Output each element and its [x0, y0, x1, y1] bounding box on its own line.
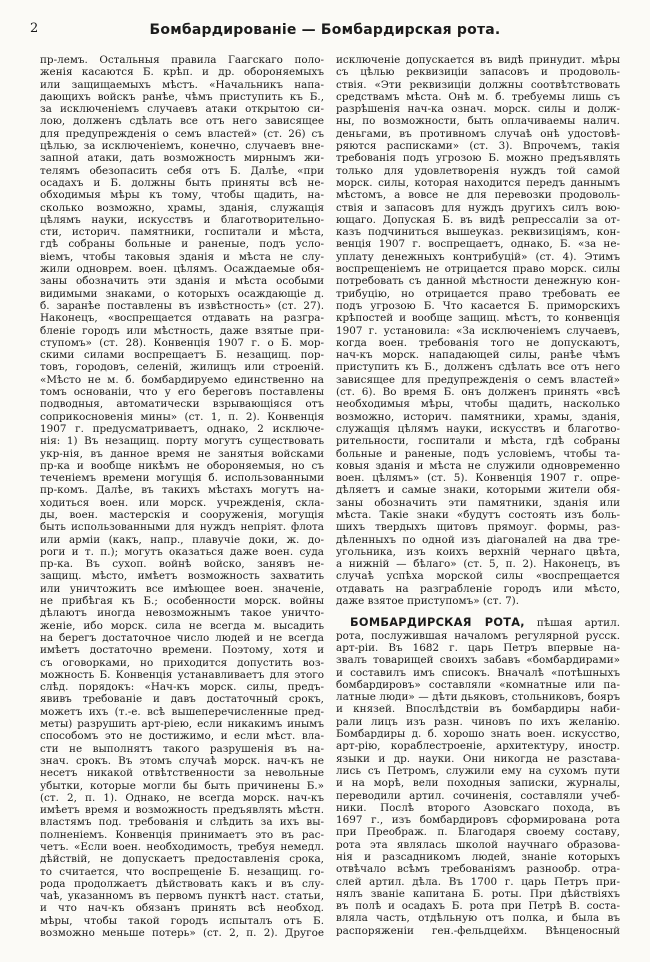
text-line: отвѣчало всѣмъ требованіямъ разнообр. отра- — [336, 863, 620, 876]
text-line: ны, по возможности, быть оплачиваемы налич. — [336, 115, 620, 128]
text-line: возможно меньше потерь» (ст. 2, п. 2). Другое — [40, 927, 324, 940]
text-line: обходимыя мѣры къ тому, чтобы щадить, на- — [40, 189, 324, 202]
text-line: явивъ требованіе и давъ достаточный срокъ, — [40, 693, 324, 706]
text-line: рота, послужившая началомъ регулярной русск. — [336, 629, 620, 642]
text-line: бомбардировъ» составляли «комнатные или па- — [336, 678, 620, 691]
text-columns — [40, 54, 620, 939]
text-line: мѣста. Такіе знаки «будутъ состоять изъ боль- — [336, 508, 620, 521]
text-line: нія: 1) Въ незащищ. порту могутъ существовать — [40, 435, 324, 448]
text-line: Наконецъ, «воспрещается отдавать на разгра- — [40, 312, 324, 325]
text-line: казъ подчиниться вышеуказ. реквизиціямъ, кон- — [336, 226, 620, 239]
text-line: потребовать съ данной мѣстности денежную кон- — [336, 275, 620, 288]
text-line: и князей. Впослѣдствіи въ бомбардиры наби- — [336, 703, 620, 716]
text-line: быть использованными для нуждъ непріят. флота — [40, 521, 324, 534]
text-line: не прибѣгая къ Б.; особенности морск. войны — [40, 595, 324, 608]
text-line: на берегъ достаточное число людей и не всегда — [40, 631, 324, 644]
text-line: 1907 г. установила: «За исключеніемъ случаевъ, — [336, 324, 620, 337]
text-line: переводили артил. сочиненія, составляли учеб- — [336, 789, 620, 802]
text-line: только для удовлетворенія нуждъ той самой — [336, 164, 620, 177]
text-line: когда воен. требованія того не допускаютъ, — [336, 336, 620, 349]
text-line: воспрещеніемъ не отрицается право морск. силы — [336, 263, 620, 276]
text-line: ствія. «Эти реквизиціи должны соотвѣтствовать — [336, 78, 620, 91]
running-title: Бомбардированіе — Бомбардирская рота. — [149, 22, 501, 38]
text-line: латные люди» — дѣти дьяковъ, стольниковъ, бояръ — [336, 691, 620, 704]
text-line: рода продолжаетъ дѣйствовать какъ и въ слу- — [40, 877, 324, 890]
text-line: или уничтожить все имѣющее воен. значеніе, — [40, 582, 324, 595]
right-column — [336, 54, 620, 939]
text-line: томъ основаніи, что у его береговъ поставлены — [40, 386, 324, 399]
text-line: разрѣшенія нач-ка означ. морск. силы и долж- — [336, 103, 620, 116]
text-line: больные и раненые, подъ условіемъ, чтобы та- — [336, 447, 620, 460]
text-line: можность Б. Конвенція устанавливаетъ для этого — [40, 668, 324, 681]
text-line: сколько возможно, храмы, зданія, служащія — [40, 201, 324, 214]
text-line: меты) разрушить арт-ріею, если никакимъ инымъ — [40, 718, 324, 731]
text-line: чаѣ, указанномъ въ первомъ пунктѣ наст. статьи, — [40, 890, 324, 903]
text-line: рительности, госпитали и мѣста, гдѣ собраны — [336, 435, 620, 448]
text-line: защищ. мѣсто, имѣетъ возможность захватить — [40, 570, 324, 583]
text-line: знач. срокъ. Въ этомъ случаѣ морск. нач-къ не — [40, 754, 324, 767]
text-line: рали лицъ изъ разн. чиновъ по ихъ желанію. — [336, 715, 620, 728]
text-line: запной атаки, дать возможность мирнымъ жи- — [40, 152, 324, 165]
text-line: арт-рію, кораблестроеніе, архитектуру, иностр. — [336, 740, 620, 753]
article-bombardirskaya-rota — [336, 617, 620, 937]
text-line: ковыя зданія и мѣста не служили одновременно — [336, 459, 620, 472]
text-line: заны обозначить эти зданія и мѣста особыми — [40, 275, 324, 288]
text-line: (ст. 6). Во время Б. онъ долженъ принять «всѣ — [336, 386, 620, 399]
article-headline-rest: пѣшая артил. — [536, 617, 620, 630]
text-line: женія касаются Б. крѣп. и др. обороняемыхъ — [40, 66, 324, 79]
text-line: слей артил. дѣла. Въ 1700 г. царь Петръ при- — [336, 875, 620, 888]
text-line: товъ, городовъ, селеній, жилищъ или строеній. — [40, 361, 324, 374]
text-line: распоряженіи ген.-фельдцейхм. Вѣнценосный — [336, 924, 620, 937]
text-line: сти не выполнятъ такого разрушенія въ на- — [40, 742, 324, 755]
text-line: и составилъ имъ списокъ. Вначалѣ «потѣшныхъ — [336, 666, 620, 679]
text-line: способомъ это не достижимо, и если мѣст. вла- — [40, 730, 324, 743]
text-line: и что нач-къ обязанъ принять всѣ необход. — [40, 902, 324, 915]
text-line: сти, историч. памятники, госпитали и мѣста, — [40, 226, 324, 239]
text-line: вляла часть, отдѣльную отъ полка, и была въ — [336, 912, 620, 925]
text-line: полненіемъ. Конвенція принимаетъ это въ рас- — [40, 828, 324, 841]
text-line: трибуцію, но отрицается право требовать ее — [336, 287, 620, 300]
text-line: дающихъ войскъ ранѣе, чѣмъ приступить къ Б., — [40, 90, 324, 103]
page-header — [0, 0, 650, 50]
text-line: подводныя, автоматически взрывающіяся отъ — [40, 398, 324, 411]
text-line: мѣры, чтобы такой городъ испыталъ отъ Б. — [40, 914, 324, 927]
text-line: лись съ Петромъ, служили ему на сухомъ пути — [336, 764, 620, 777]
text-line: ющаго. Допуская Б. въ видѣ репрессаліи за от- — [336, 213, 620, 226]
text-line: лою, долженъ сдѣлать все отъ него зависящее — [40, 115, 324, 128]
text-line: съ оговорками, но приходится допустить воз- — [40, 656, 324, 669]
text-line: соприкосновенія мины» (ст. 1, п. 2). Конвенція — [40, 410, 324, 423]
text-line: женіе, ибо морск. сила не всегда м. высадить — [40, 619, 324, 632]
page-number: 2 — [30, 21, 39, 36]
text-line: (ст. 2, п. 1). Однако, не всегда морск. нач-къ — [40, 791, 324, 804]
text-line: а нижній — бѣлаго» (ст. 5, п. 2). Наконецъ, въ — [336, 558, 620, 571]
text-line: и на морѣ, вели походныя записки, журналы, — [336, 777, 620, 790]
text-line: нялъ званіе капитана Б. роты. При дѣйствіяхъ — [336, 887, 620, 900]
text-line: нач-къ морск. нападающей силы, ранѣе чѣмъ — [336, 349, 620, 362]
text-line: средствамъ мѣста. Онѣ м. б. требуемы лишь съ — [336, 90, 620, 103]
article-bombardirovanie-end — [336, 54, 620, 607]
text-line: ствія и запасовъ для нуждъ другихъ силъ вою- — [336, 201, 620, 214]
text-line: теченіемъ времени могущія б. использованными — [40, 472, 324, 485]
text-line: скими силами воспрещаетъ Б. незащищ. пор- — [40, 349, 324, 362]
text-line: деньгами, въ противномъ случаѣ онѣ удостовѣ- — [336, 127, 620, 140]
text-line: цѣлямъ науки, искусствъ и благотворительно- — [40, 213, 324, 226]
text-line: видимыми знаками, о которыхъ осаждающіе д. — [40, 287, 324, 300]
text-line: пр-комъ. Далѣе, въ такихъ мѣстахъ могутъ на- — [40, 484, 324, 497]
text-line: требованія подъ угрозою Б. можно предъявлять — [336, 152, 620, 165]
text-line: 1907 г. предусматриваетъ, однако, 2 исключе- — [40, 422, 324, 435]
text-line: воен. цѣлямъ» (ст. 5). Конвенція 1907 г. опре- — [336, 472, 620, 485]
text-line: или защищаемыхъ мѣстъ. «Начальникъ напа- — [40, 78, 324, 91]
text-line: мѣстомъ, а вовсе не для перевозки продоволь- — [336, 189, 620, 202]
text-line: шихъ твердыхъ щитовъ прямоуг. формы, раз- — [336, 521, 620, 534]
text-line: телямъ обезопасить себя отъ Б. Далѣе, «при — [40, 164, 324, 177]
text-line: осадахъ и Б. должны быть приняты всѣ не- — [40, 176, 324, 189]
text-line: съ цѣлью реквизиціи запасовъ и продоволь- — [336, 66, 620, 79]
text-line: бленіе городъ или мѣстность, даже взятые при- — [40, 324, 324, 337]
text-line: пр-ка. Въ сухоп. войнѣ войско, занявъ не- — [40, 558, 324, 571]
text-line: цѣлью, за исключеніемъ, конечно, случаевъ вне- — [40, 140, 324, 153]
text-line: нія и разсадникомъ людей, знаніе которыхъ — [336, 851, 620, 863]
article-headword: БОМБАРДИРСКАЯ РОТА, — [350, 617, 525, 630]
text-line: роги и т. п.); могутъ оказаться даже воен. суда — [40, 545, 324, 558]
text-line: дѣлаютъ иногда невозможнымъ такое уничто- — [40, 607, 324, 620]
article-headline — [336, 617, 620, 629]
text-line: можетъ ихъ (т.-е. всѣ вышеперечисленные пред- — [40, 705, 324, 718]
text-line: рота эта являлась школой научнаго образова- — [336, 838, 620, 851]
text-line: то считается, что воспрещеніе Б. незащищ. го- — [40, 865, 324, 878]
text-line: служащія цѣлямъ науки, искусствъ и благотво- — [336, 422, 620, 435]
text-line: б. заранѣе поставлены въ извѣстность» (ст. 27). — [40, 299, 324, 312]
text-line: пр-ка и вообще никѣмъ не обороняемыя, но съ — [40, 459, 324, 472]
text-line: необходимыя мѣры, чтобы щадить, насколько — [336, 398, 620, 411]
text-line: за исключеніемъ случаевъ атаки открытою си- — [40, 103, 324, 116]
text-line: четъ. «Если воен. необходимость, требуя немедл. — [40, 841, 324, 853]
text-line: въ полѣ и осадахъ Б. рота при Петрѣ В. соста- — [336, 900, 620, 913]
left-column — [40, 54, 324, 939]
text-line: жили одноврем. воен. цѣлямъ. Осаждаемые обя- — [40, 263, 324, 276]
text-line: дѣляетъ и самые знаки, которыми жители обя- — [336, 484, 620, 497]
text-line: языки и др. науки. Они никогда не разстава- — [336, 752, 620, 765]
text-line: исключеніе допускается въ видѣ принудит. мѣры — [336, 54, 620, 66]
text-line: ходиться воен. или морск. учрежденія, скла- — [40, 496, 324, 509]
text-line: имѣетъ достаточно времени. Поэтому, хотя и — [40, 644, 324, 657]
text-line: при Преображ. п. Благодаря своему составу, — [336, 826, 620, 839]
text-line: гдѣ собраны больные и раненые, подъ усло- — [40, 238, 324, 251]
text-line: Бомбардиры д. б. хорошо знать воен. искусство, — [336, 728, 620, 741]
text-line: имѣетъ время и возможность предъявлять мѣстн. — [40, 804, 324, 817]
text-line: віемъ, чтобы таковыя зданія и мѣста не слу- — [40, 250, 324, 263]
text-line: ряются расписками» (ст. 3). Впрочемъ, такія — [336, 140, 620, 153]
article-body — [336, 630, 620, 937]
text-line: арт-ріи. Въ 1682 г. царь Петръ впервые на- — [336, 641, 620, 654]
text-line: «Мѣсто не м. б. бомбардируемо единственно на — [40, 373, 324, 386]
text-line: убытки, которые могли бы быть причинены Б.» — [40, 779, 324, 792]
text-line: случаѣ успѣха морской силы «воспрещается — [336, 570, 620, 583]
text-line: даже взятое приступомъ» (ст. 7). — [336, 595, 520, 608]
text-line: несетъ никакой отвѣтственности за невольные — [40, 767, 324, 780]
text-line: угольника, изъ коихъ верхній чернаго цвѣта, — [336, 545, 620, 558]
text-line: отдавать на разграбленіе городъ или мѣсто, — [336, 582, 620, 595]
text-line: возможно, историч. памятники, храмы, зданія, — [336, 410, 620, 423]
text-line: для предупрежденія о семъ властей» (ст. 26) съ — [40, 127, 324, 140]
text-line: ники. Послѣ второго Азовскаго похода, въ — [336, 801, 620, 814]
paragraph-gap — [336, 607, 620, 617]
text-line: зависящее для предупрежденія о семъ властей» — [336, 373, 620, 386]
text-line: венція 1907 г. воспрещаетъ, однако, Б. «за не- — [336, 238, 620, 251]
text-line: звалъ товарищей своихъ забавъ «бомбардирами» — [336, 654, 620, 667]
text-line: подъ угрозою Б. Что касается Б. приморскихъ — [336, 299, 620, 312]
text-line: крѣпостей и вообще защищ. мѣстъ, то конвенція — [336, 312, 620, 325]
text-line: или арміи (какъ, напр., плавучіе доки, ж. до- — [40, 533, 324, 546]
text-line: уплату денежныхъ контрибуцій» (ст. 4). Этимъ — [336, 250, 620, 263]
text-line: приступить къ Б., долженъ сдѣлать все отъ него — [336, 361, 620, 374]
text-line: 1697 г., изъ бомбардировъ сформирована рота — [336, 814, 620, 827]
text-line: ды, воен. мастерскія и сооруженія, могущія — [40, 508, 324, 521]
text-line: укр-нія, въ данное время не занятыя войсками — [40, 447, 324, 460]
text-line: ступомъ» (ст. 28). Конвенція 1907 г. о Б. мор- — [40, 336, 324, 349]
text-line: властямъ под. требованія и слѣдить за ихъ вы- — [40, 816, 324, 829]
text-line: морск. силы, которая находится передъ даннымъ — [336, 176, 620, 189]
text-line: пр-лемъ. Остальныя правила Гаагскаго поло- — [40, 54, 324, 66]
text-line: дѣленныхъ по одной изъ діагоналей на два тре- — [336, 533, 620, 546]
text-line: заны обозначить эти памятники, зданія или — [336, 496, 620, 509]
text-line: слѣд. порядокъ: «Нач-къ морск. силы, предъ- — [40, 681, 324, 694]
text-line: дѣйствій, не допускаетъ предоставленія срока, — [40, 853, 324, 866]
